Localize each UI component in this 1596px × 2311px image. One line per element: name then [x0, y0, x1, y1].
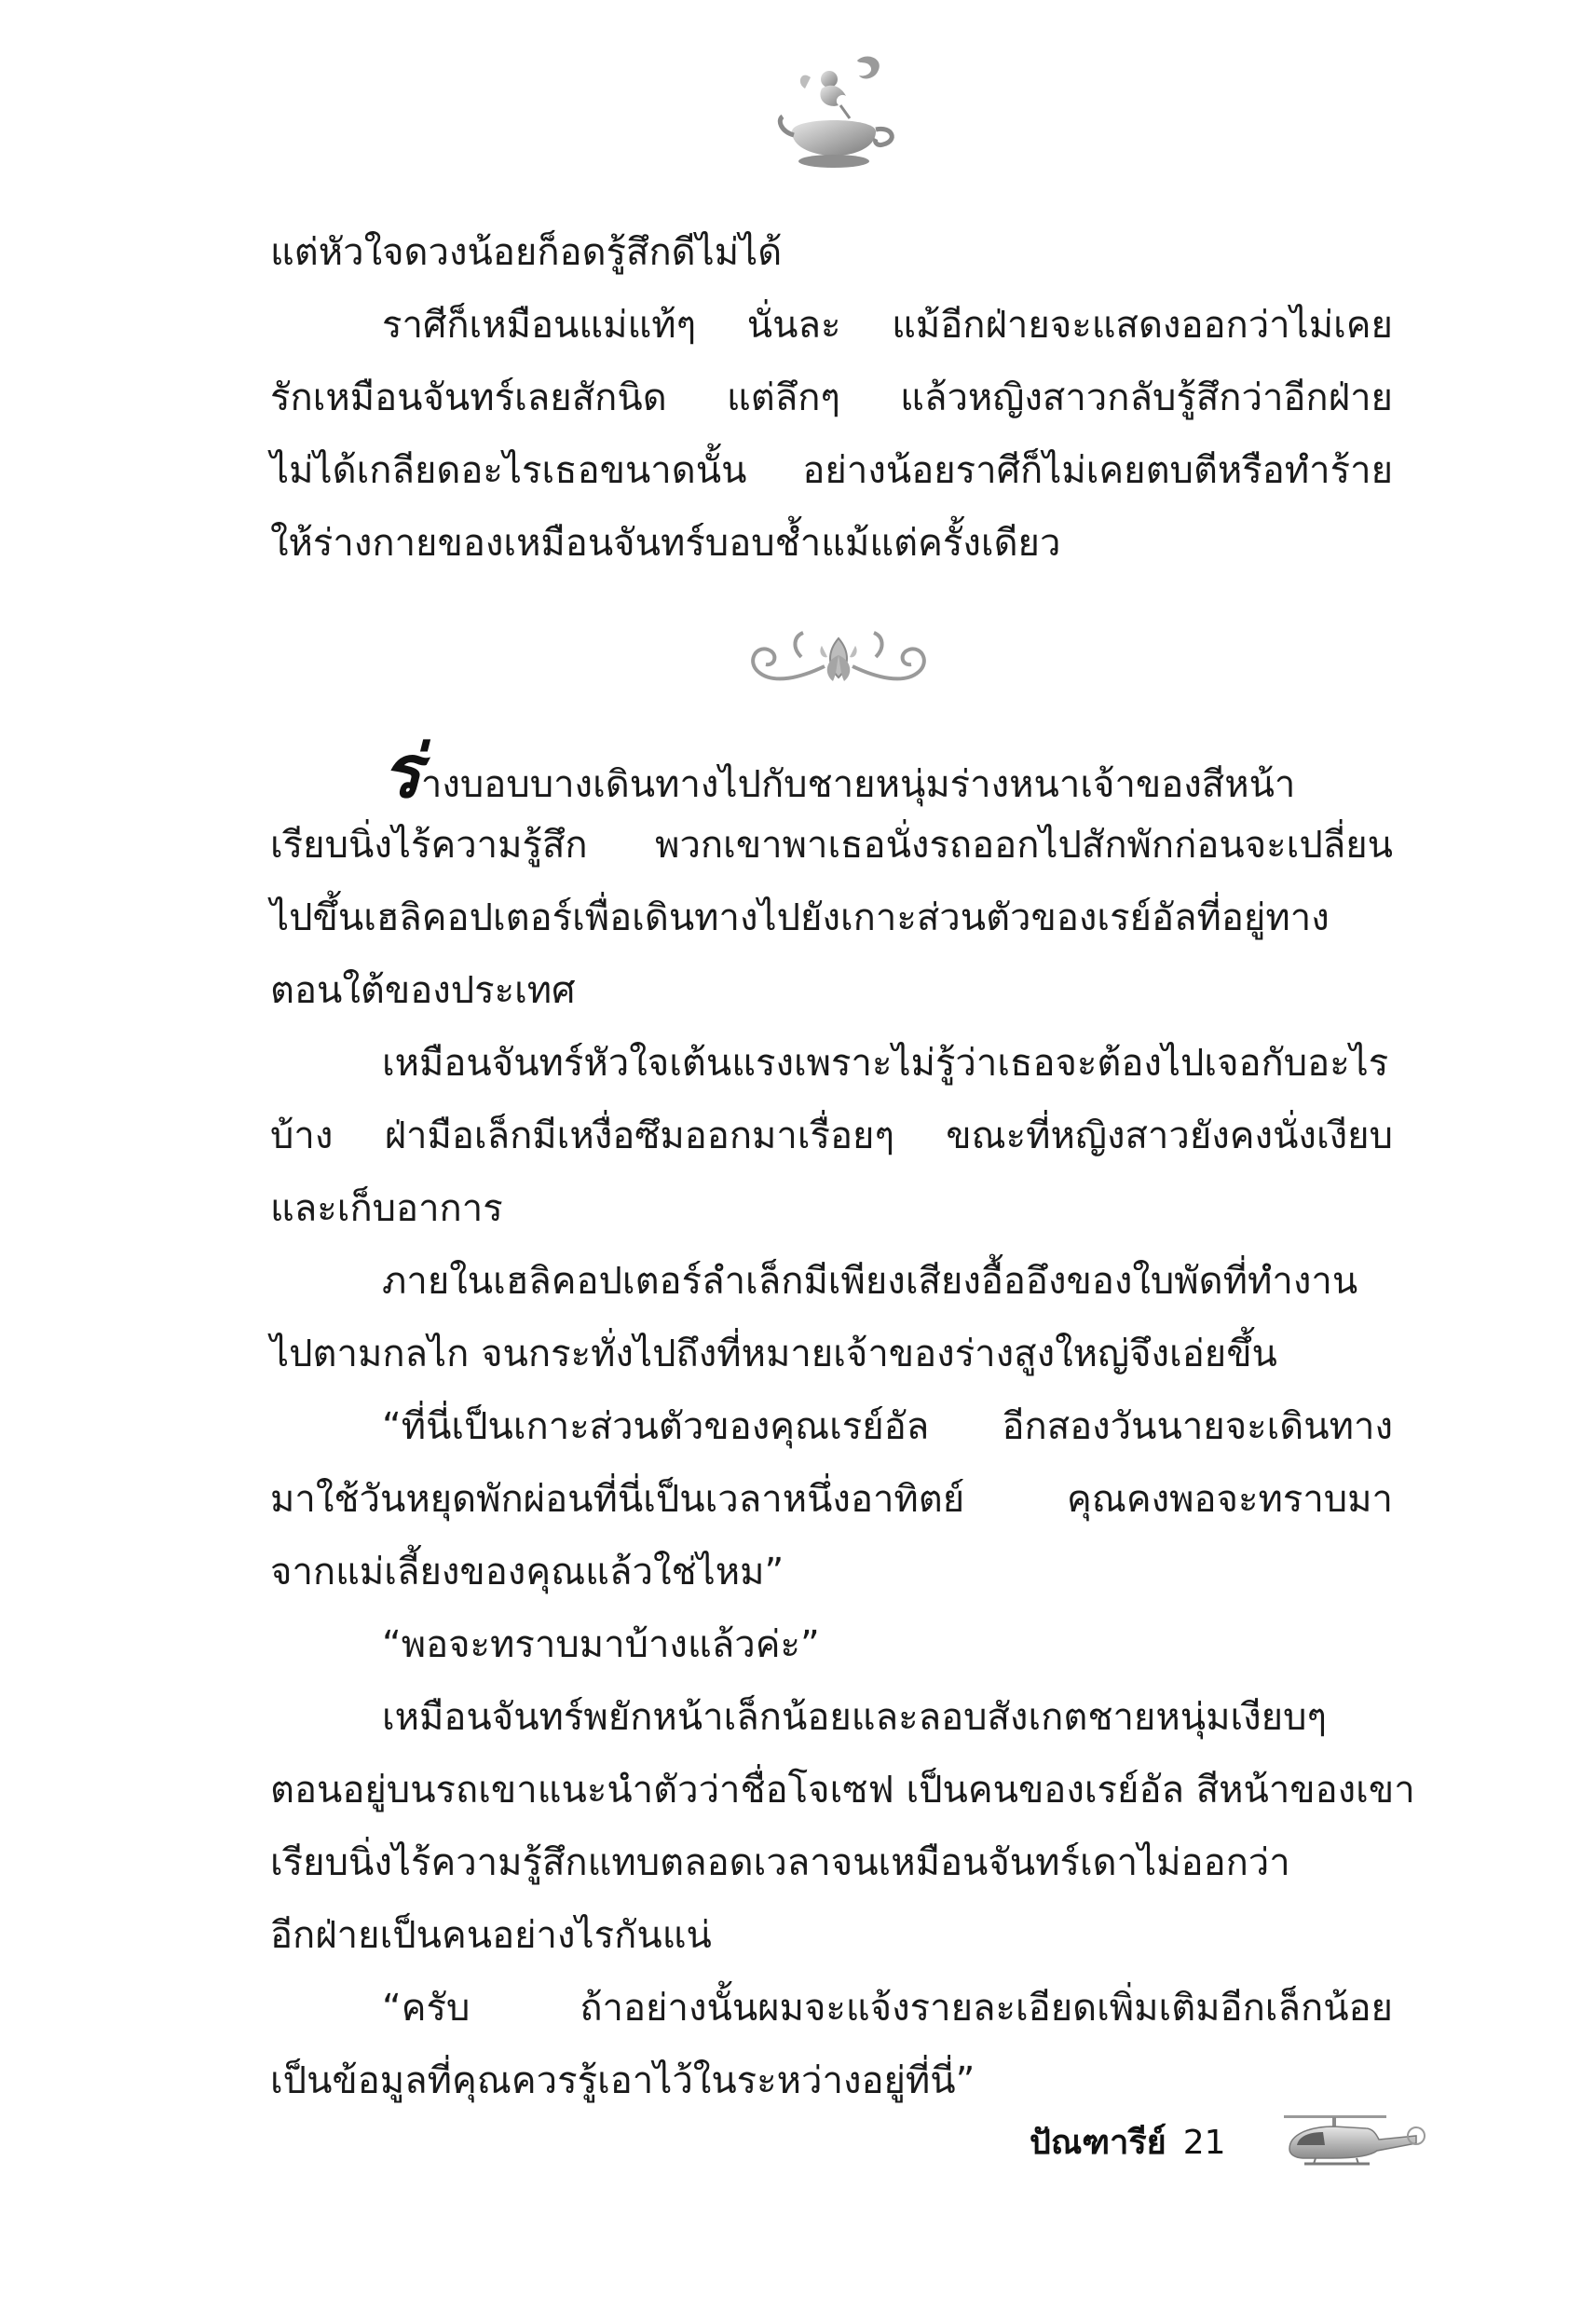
text-line: ราศีก็เหมือนแม่แท้ๆ นั่นละ แม้อีกฝ่ายจะแสดงออกว่าไม่เคย [382, 304, 1393, 347]
text-line: เรียบนิ่งไร้ความรู้สึก พวกเขาพาเธอนั่งรถออกไปสักพักก่อนจะเปลี่ยน [270, 824, 1393, 867]
text-line: ภายในเฮลิคอปเตอร์ลำเล็กมีเพียงเสียงอื้ออึงของใบพัดที่ทำงาน [382, 1260, 1358, 1303]
text-line: แต่หัวใจดวงน้อยก็อดรู้สึกดีไม่ได้ [270, 231, 783, 274]
page-footer [1030, 2115, 1226, 2171]
page-number: 21 [1182, 2124, 1226, 2162]
text-line: ไปตามกลไก จนกระทั่งไปถึงที่หมายเจ้าของร่างสูงใหญ่จึงเอ่ยขึ้น [270, 1333, 1277, 1375]
text-line: “พอจะทราบมาบ้างแล้วค่ะ” [382, 1623, 820, 1666]
text-line: เรียบนิ่งไร้ความรู้สึกแทบตลอดเวลาจนเหมือนจันทร์เดาไม่ออกว่า [270, 1841, 1290, 1884]
text-line: จากแม่เลี้ยงของคุณแล้วใช่ไหม” [270, 1551, 784, 1593]
text-line: ตอนใต้ของประเทศ [270, 969, 576, 1012]
text-line: ไม่ได้เกลียดอะไรเธอขนาดนั้น อย่างน้อยราศีก็ไม่เคยตบตีหรือทำร้าย [270, 449, 1393, 492]
floral-scroll-divider-icon [736, 620, 941, 699]
helicopter-icon [1276, 2108, 1425, 2173]
text-line: เหมือนจันทร์หัวใจเต้นแรงเพราะไม่รู้ว่าเธอจะต้องไปเจอกับอะไร [382, 1042, 1389, 1085]
text-line: มาใช้วันหยุดพักผ่อนที่นี่เป็นเวลาหนึ่งอาทิตย์ คุณคงพอจะทราบมา [270, 1478, 1393, 1521]
text-line: ตอนอยู่บนรถเขาแนะนำตัวว่าชื่อโจเซฟ เป็นคนของเรย์อัล สีหน้าของเขา [270, 1769, 1415, 1812]
text-line: “ที่นี่เป็นเกาะส่วนตัวของคุณเรย์อัล อีกสองวันนายจะเดินทาง [382, 1405, 1393, 1448]
text-line: ไปขึ้นเฮลิคอปเตอร์เพื่อเดินทางไปยังเกาะส่วนตัวของเรย์อัลที่อยู่ทาง [270, 896, 1330, 939]
text-line: และเก็บอาการ [270, 1187, 503, 1230]
text-run: างบอบบางเดินทางไปกับชายหนุ่มร่างหนาเจ้าของสีหน้า [420, 763, 1296, 806]
text-line: รักเหมือนจันทร์เลยสักนิด แต่ลึกๆ แล้วหญิงสาวกลับรู้สึกว่าอีกฝ่าย [270, 376, 1393, 419]
book-title: ปัณฑารีย์ [1030, 2124, 1166, 2162]
text-line: ให้ร่างกายของเหมือนจันทร์บอบช้ำแม้แต่ครั้งเดียว [270, 522, 1061, 565]
text-line: อีกฝ่ายเป็นคนอย่างไรกันแน่ [270, 1914, 712, 1957]
text-line: “ครับ ถ้าอย่างนั้นผมจะแจ้งรายละเอียดเพิ่มเติมอีกเล็กน้อย [382, 1987, 1393, 2030]
text-line: บ้าง ฝ่ามือเล็กมีเหงื่อซึมออกมาเรื่อยๆ ขณะที่หญิงสาวยังคงนั่งเงียบ [270, 1114, 1393, 1157]
text-line [382, 730, 1393, 814]
text-line: เหมือนจันทร์พยักหน้าเล็กน้อยและลอบสังเกตชายหนุ่มเงียบๆ [382, 1696, 1327, 1739]
text-line: เป็นข้อมูลที่คุณควรรู้เอาไว้ในระหว่างอยู่ที่นี่” [270, 2059, 975, 2102]
teapot-lamp-ornament-icon [773, 51, 904, 172]
drop-cap: ร่ [382, 730, 421, 814]
